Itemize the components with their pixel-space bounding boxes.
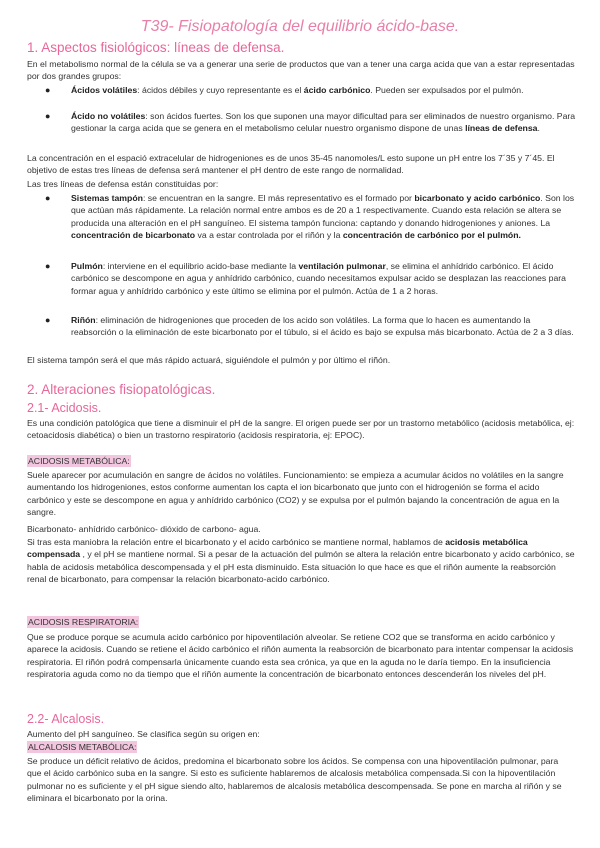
concentration-paragraph: La concentración en el espació extracelular de hidrogeniones es de unos 35-45 nanomoles/L esto supone un pH entre los 7´35 y 7´45. El objetivo de estas tres líneas de defensa será mantener el pH dentro de este rango de normalidad.	[27, 153, 555, 176]
metabolic-acidosis-paragraph-2: Bicarbonato- anhídrido carbónico- dióxido de carbono- agua.	[27, 524, 261, 534]
section-1-intro: En el metabolismo normal de la célula se va a generar una serie de productos que van a tener una carga acida que van a estar representadas por dos grandes grupos:	[27, 59, 575, 82]
metabolic-acidosis-paragraph-3: Si tras esta maniobra la relación entre el bicarbonato y el acido carbónico se mantiene normal, hablamos de acidosis metabólica compensada , y el pH se mantiene normal. Si a pesar de la actuación del pulmón se altera la relación entre bicarbonato y acido carbónico, se habla de acidosis metabólica descompensada y el pH esta disminuido. Esta situación lo que hace es que el riñón aumente la reabsorción renal de bicarbonato, para compensar la relación bicarbonato-acido carbónico.	[27, 537, 575, 585]
acidosis-intro: Es una condición patológica que tiene a disminuir el pH de la sangre. El origen puede ser por un trastorno metabólico (acidosis metabólica, ej: cetoacidosis diabética) o bien un trastorno respiratorio (acidosis respiratoria, ej: EPOC).	[27, 418, 575, 441]
metabolic-acidosis-paragraph-1: Suele aparecer por acumulación en sangre de ácidos no volátiles. Funcionamiento: se empieza a acumular ácidos no volátiles en la sangre aumentando los hidrogeniones, estos conforme aumentan los capta el ion bicarbonato que junto con el hidrogenión se forma el acido carbónico y este se descompone en agua y anhídrido carbónico (CO2) y se expulsa por el pulmón bajando la concentración de agua en la sangre.	[27, 470, 564, 518]
bullet-icon: ●	[45, 111, 51, 121]
section-1-heading: 1. Aspectos fisiológicos: líneas de defensa.	[27, 40, 285, 55]
respiratory-acidosis-label: ACIDOSIS RESPIRATORIA:	[28, 617, 139, 627]
alkalosis-heading: 2.2- Alcalosis.	[27, 712, 105, 726]
bullet-lung: Pulmón: interviene en el equilibrio acido-base mediante la ventilación pulmonar, se elimina el anhídrido carbónico. El ácido carbónico se descompone en agua y anhídrido carbónico, cuando necesitamos expulsar acido se desplazan las reacciones para formar agua y anhídrido carbónico y este último se elimina por el pulmón. Actúa de 1 a 2 horas.	[71, 261, 567, 296]
closing-paragraph: El sistema tampón será el que más rápido actuará, siguiéndole el pulmón y por último el riñón.	[27, 355, 391, 365]
bullet-nonvolatile-acids: Ácido no volátiles: son ácidos fuertes. Son los que suponen una mayor dificultad para ser eliminados de nuestro organismo. Para gestionar la carga acida que se genera en el metabolismo celular nuestro organismo dispone de unas líneas de defensa.	[71, 111, 576, 134]
bullet-icon: ●	[45, 315, 51, 325]
document-title: T39- Fisiopatología del equilibrio ácido-base.	[140, 18, 460, 35]
acidosis-heading: 2.1- Acidosis.	[27, 401, 102, 415]
bullet-icon: ●	[45, 85, 51, 95]
alkalosis-intro: Aumento del pH sanguíneo. Se clasifica según su origen en:	[27, 729, 260, 739]
section-2-heading: 2. Alteraciones fisiopatológicas.	[27, 382, 216, 397]
respiratory-acidosis-paragraph: Que se produce porque se acumula acido carbónico por hipoventilación alveolar. Se retiene CO2 que se transforma en acido carbónico y aparece la acidosis. Cuando se retiene el ácido carbónico el riñón aumenta la reabsorción de bicarbonato para intentar compensar la acidosis respiratoria. El riñón podrá compensarla únicamente cuando esta sea crónica, ya que en la aguda no le daría tiempo. En la insuficiencia respiratoria aguda como no da tiempo que el riñón aumente la concentración de bicarbonato entonces descenderán los niveles del pH.	[27, 632, 574, 680]
bullet-icon: ●	[45, 261, 51, 271]
bullet-kidney: Riñón: eliminación de hidrogeniones que proceden de los acido son volátiles. La forma que lo hacen es aumentando la reabsorción o la eliminación de este bicarbonato por el túbulo, si el ácido es bajo se expulsa más bicarbonato. Actúa de 2 a 3 días.	[71, 315, 574, 338]
metabolic-alkalosis-paragraph: Se produce un déficit relativo de ácidos, predomina el bicarbonato sobre los ácidos. Se compensa con una hipoventilación pulmonar, para que el ácido carbónico suba en la sangre. Si esto es suficiente hablaremos de alcalosis metabólica compensada.Si con la hipoventilación pulmonar no es suficiente y el pH sigue siendo alto, hablaremos de alcalosis metabólica descompensada. Se pone en marcha al riñón y se eliminara el bicarbonato por la orina.	[27, 756, 562, 804]
bullet-icon: ●	[45, 193, 51, 203]
bullet-volatile-acids: Ácidos volátiles: ácidos débiles y cuyo representante es el ácido carbónico. Pueden ser expulsados por el pulmón.	[71, 85, 524, 95]
metabolic-acidosis-label: ACIDOSIS METABÓLICA:	[28, 456, 130, 466]
metabolic-alkalosis-label: ALCALOSIS METABÓLICA:	[28, 742, 137, 752]
bullet-buffer-systems: Sistemas tampón: se encuentran en la sangre. El más representativo es el formado por bicarbonato y acido carbónico. Son los que actúan más rápidamente. La relación normal entre ambos es de 20 a 1 respectivamente. Cuando esta relación se altera se producida una alteración en el pH sanguíneo. El sistema tampón funciona: captando y donando hidrogeniones y aniones. La concentración de bicarbonato va a estar controlada por el riñón y la concentración de carbónico por el pulmón.	[71, 193, 575, 241]
three-lines-intro: Las tres líneas de defensa están constituidas por:	[27, 179, 219, 189]
